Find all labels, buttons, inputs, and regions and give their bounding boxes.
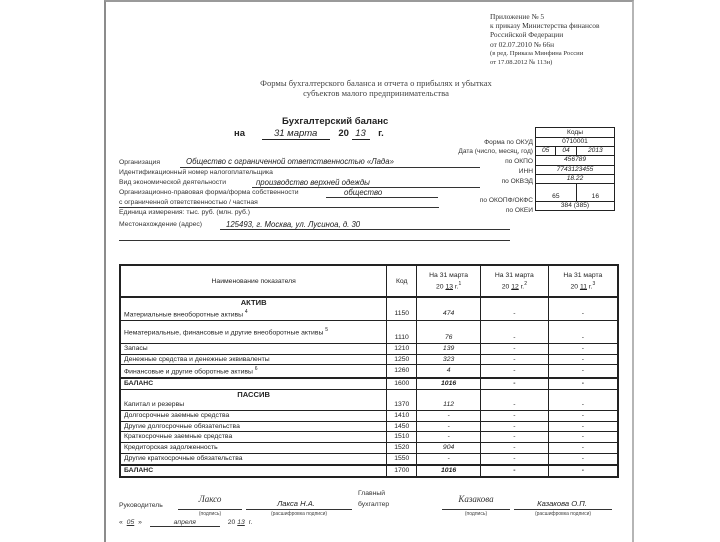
header-col3 <box>548 265 618 297</box>
row-name-text: Нематериальные, финансовые и другие внеоборотные активы <box>124 329 324 337</box>
code-okfs: 16 <box>576 183 614 201</box>
row-name-text: Финансовые и другие оборотные активы <box>124 368 253 376</box>
row-value-2011 <box>548 354 618 365</box>
code-okpo: 456789 <box>536 156 615 165</box>
signature-date-day: 05 <box>126 519 135 526</box>
row-value-2013 <box>417 308 481 320</box>
row-name-text: Кредиторская задолженность <box>124 444 218 452</box>
table-row <box>120 365 618 378</box>
row-code-text: 1250 <box>394 355 410 363</box>
legal-form-value: общество <box>344 188 383 197</box>
org-name-value: Общество с ограниченной ответственностью «Лада» <box>186 157 394 166</box>
row-name-text: Краткосрочные заемные средства <box>124 433 233 441</box>
table-row <box>120 443 618 454</box>
row-name <box>120 320 387 343</box>
accountant-name-caption: (расшифровка подписи) <box>534 511 592 517</box>
row-value-2011-text: - <box>581 411 584 419</box>
appendix-line: Приложение № 5 <box>490 12 545 21</box>
code-date-month: 04 <box>556 147 576 156</box>
label-okud: Форма по ОКУД <box>484 139 533 146</box>
header-col3-label: На 31 марта <box>563 271 603 279</box>
row-value-2011 <box>548 308 618 320</box>
row-value-2013-text: 4 <box>446 367 451 375</box>
row-value-2012 <box>480 354 548 365</box>
aktiv-total-row <box>120 378 618 389</box>
director-name-line <box>246 509 352 510</box>
row-value-2012 <box>480 410 548 421</box>
code-date-year: 2013 <box>576 147 614 156</box>
label-okved: по ОКВЭД <box>501 178 533 185</box>
report-year: 13 <box>352 128 370 140</box>
header-year-prefix: 20 <box>435 283 444 291</box>
row-value-2011-text: - <box>581 422 584 430</box>
label-okei: по ОКЕИ <box>505 207 533 214</box>
row-code-text: 1370 <box>394 401 410 409</box>
accountant-name: Казакова О.П. <box>537 499 587 508</box>
appendix-edition: от 17.08.2012 № 113н) <box>490 59 553 67</box>
row-name <box>120 343 387 354</box>
code-inn: 7743123455 <box>536 165 615 174</box>
row-value-2012-text: - <box>513 355 516 363</box>
legal-form-label: Организационно-правовая форма/форма собственности <box>119 189 299 196</box>
row-name <box>120 432 387 443</box>
row-value-2011 <box>548 400 618 410</box>
row-value-2013-text: 323 <box>442 355 455 363</box>
row-name <box>120 308 387 320</box>
na-label: на <box>234 128 246 139</box>
row-value-2012-text: - <box>513 422 516 430</box>
row-value-2012-text: - <box>513 367 516 375</box>
row-value-2012-text: - <box>513 401 516 409</box>
date-quote-close: » <box>138 519 142 526</box>
row-name: БАЛАНС <box>120 378 387 389</box>
activity-label: Вид экономической деятельности <box>119 179 227 186</box>
header-col1-footnote: 1 <box>458 280 462 287</box>
row-value-2013-text: 139 <box>442 344 455 352</box>
row-value-2011-text: - <box>581 344 584 352</box>
code-okud: 0710001 <box>536 138 615 147</box>
header-year-prefix: 20 <box>501 283 510 291</box>
row-code: 1600 <box>387 378 417 389</box>
org-label: Организация <box>119 159 160 166</box>
footnote-mark: 6 <box>254 366 258 373</box>
row-code <box>387 421 417 432</box>
document-page <box>104 0 634 542</box>
report-date-day-month: 31 марта <box>262 128 330 140</box>
header-code: Код <box>387 265 417 297</box>
row-value-2012 <box>480 432 548 443</box>
row-value-2012-text: - <box>513 433 516 441</box>
report-year-unit: г. <box>378 128 384 139</box>
code-okopf: 65 <box>536 183 577 201</box>
row-value-2013 <box>417 343 481 354</box>
row-value-2013-text: - <box>447 455 450 463</box>
address-underline-2 <box>119 240 510 241</box>
row-name <box>120 410 387 421</box>
row-value-2011 <box>548 410 618 421</box>
header-year-unit: г. <box>454 283 459 291</box>
report-date-line <box>234 128 384 140</box>
table-row <box>120 400 618 410</box>
header-col3-year: 11 <box>579 283 587 291</box>
label-okopf: по ОКОПФ/ОКФС <box>479 197 533 204</box>
row-value-2011-text: - <box>581 455 584 463</box>
section-aktiv-title: АКТИВ <box>120 297 387 308</box>
codes-table <box>535 127 615 211</box>
legal-form-underline <box>326 197 438 198</box>
section-aktiv-row <box>120 297 618 308</box>
row-value-2013 <box>417 365 481 378</box>
signature-date-year-unit: г. <box>248 519 253 526</box>
row-value-2013-text: 474 <box>442 310 455 318</box>
row-value-2012-text: - <box>513 411 516 419</box>
address-value: 125493, г. Москва, ул. Лусиноа, д. 30 <box>226 220 361 229</box>
row-value-2011-text: - <box>581 444 584 452</box>
row-value-2011 <box>548 343 618 354</box>
row-value-2013-text: 76 <box>444 334 453 342</box>
row-name-text: Капитал и резервы <box>124 401 185 409</box>
header-col1 <box>417 265 481 297</box>
report-title: Бухгалтерский баланс <box>282 116 389 127</box>
table-row <box>120 354 618 365</box>
row-code-text: 1550 <box>394 455 410 463</box>
row-code-text: 1450 <box>394 422 410 430</box>
section-passiv-row <box>120 389 618 400</box>
row-name-text: Запасы <box>124 344 148 352</box>
activity-value: производство верхней одежды <box>256 178 370 187</box>
row-code <box>387 308 417 320</box>
row-name-text: Другие долгосрочные обязательства <box>124 422 240 430</box>
row-code-text: 1520 <box>394 444 410 452</box>
code-okved: 18.22 <box>536 174 615 183</box>
footnote-mark: 5 <box>325 327 328 334</box>
row-code <box>387 432 417 443</box>
accountant-signature-caption: (подпись) <box>464 511 488 517</box>
legal-form-line2: с ограниченной ответственностью / частная <box>119 199 258 206</box>
row-value-2013-text: - <box>447 411 450 419</box>
row-name <box>120 421 387 432</box>
appendix-line: Российской Федерации <box>490 30 564 40</box>
row-code <box>387 343 417 354</box>
director-signature-caption: (подпись) <box>198 511 222 517</box>
row-code-text: 1110 <box>394 334 409 342</box>
signature-date-year-prefix: 20 <box>227 519 236 526</box>
row-value-2013 <box>417 443 481 454</box>
row-value-2011-text: - <box>581 355 584 363</box>
label-inn: ИНН <box>518 168 533 175</box>
row-name <box>120 354 387 365</box>
row-value-2013: 1016 <box>417 465 481 477</box>
row-value-2011-text: - <box>581 367 584 375</box>
row-value-2012-text: - <box>513 344 516 352</box>
address-underline <box>220 229 510 230</box>
director-signature-line <box>178 509 242 510</box>
row-name <box>120 453 387 464</box>
table-row <box>120 410 618 421</box>
chief-accountant-label-1: Главный <box>358 490 386 497</box>
row-code-text: 1210 <box>394 344 410 352</box>
header-year-unit: г. <box>588 283 593 291</box>
passiv-total-row <box>120 465 618 477</box>
row-value-2012 <box>480 443 548 454</box>
row-value-2011 <box>548 421 618 432</box>
row-value-2011-text: - <box>581 401 584 409</box>
row-value-2013-text: - <box>447 433 450 441</box>
forms-title-line: субъектов малого предпринимательства <box>303 88 449 98</box>
row-value-2012 <box>480 421 548 432</box>
row-value-2012-text: - <box>513 334 516 342</box>
table-row <box>120 320 618 343</box>
row-code-text: 1510 <box>394 433 410 441</box>
row-value-2013 <box>417 432 481 443</box>
header-year-unit: г. <box>520 283 525 291</box>
row-code <box>387 453 417 464</box>
accountant-signature: Казакова <box>458 494 494 504</box>
row-value-2013 <box>417 421 481 432</box>
header-col1-label: На 31 марта <box>429 271 469 279</box>
row-value-2011: - <box>548 465 618 477</box>
codes-header: Коды <box>536 128 615 138</box>
row-value-2012-text: - <box>513 444 516 452</box>
balance-table <box>119 264 619 478</box>
row-name-text: Другие краткосрочные обязательства <box>124 455 243 463</box>
row-value-2013 <box>417 400 481 410</box>
row-value-2012 <box>480 343 548 354</box>
director-label: Руководитель <box>119 502 163 509</box>
row-value-2012-text: - <box>513 455 516 463</box>
row-value-2011-text: - <box>581 433 584 441</box>
table-row <box>120 343 618 354</box>
row-value-2013-text: 904 <box>442 444 455 452</box>
org-underline <box>180 167 480 168</box>
address-label: Местонахождение (адрес) <box>119 221 203 228</box>
row-value-2012 <box>480 365 548 378</box>
row-value-2011 <box>548 365 618 378</box>
inn-label: Идентификационный номер налогоплательщика <box>119 169 273 176</box>
row-code <box>387 443 417 454</box>
row-value-2013 <box>417 354 481 365</box>
row-name: БАЛАНС <box>120 465 387 477</box>
row-code <box>387 354 417 365</box>
row-code <box>387 400 417 410</box>
row-code <box>387 320 417 343</box>
row-value-2011 <box>548 443 618 454</box>
appendix-line: от 02.07.2010 № 66н <box>490 39 555 49</box>
row-value-2013 <box>417 410 481 421</box>
signature-date-year: 13 <box>237 519 245 526</box>
label-date: Дата (число, месяц, год) <box>458 148 533 155</box>
row-name-text: Долгосрочные заемные средства <box>124 411 230 419</box>
row-value-2011 <box>548 432 618 443</box>
header-col2-label: На 31 марта <box>494 271 534 279</box>
table-row <box>120 432 618 443</box>
row-code-text: 1410 <box>394 411 410 419</box>
table-row <box>120 453 618 464</box>
row-value-2012: - <box>480 378 548 389</box>
row-value-2012 <box>480 400 548 410</box>
forms-title <box>226 78 526 98</box>
row-name-text: Материальные внеоборотные активы <box>124 311 244 319</box>
accountant-name-line <box>514 509 612 510</box>
code-date-day: 05 <box>536 147 556 156</box>
date-quote-open: « <box>119 519 123 526</box>
header-col2-footnote: 2 <box>524 280 527 287</box>
accountant-signature-line <box>442 509 510 510</box>
row-value-2012: - <box>480 465 548 477</box>
table-row <box>120 421 618 432</box>
row-code <box>387 410 417 421</box>
row-value-2011-text: - <box>581 310 584 318</box>
row-value-2012-text: - <box>513 310 516 318</box>
row-name-text: Денежные средства и денежные эквиваленты <box>124 355 270 363</box>
unit-label: Единица измерения: тыс. руб. (млн. руб.) <box>119 209 251 216</box>
header-col1-year: 13 <box>445 283 453 291</box>
row-value-2013-text: 112 <box>443 401 455 409</box>
row-value-2011-text: - <box>581 334 584 342</box>
row-value-2011 <box>548 453 618 464</box>
row-name <box>120 400 387 410</box>
table-header-row <box>120 265 618 297</box>
signature-date <box>119 519 252 527</box>
label-okpo: по ОКПО <box>505 158 533 165</box>
forms-title-line: Формы бухгалтерского баланса и отчета о прибылях и убытках <box>260 78 492 88</box>
row-code: 1700 <box>387 465 417 477</box>
row-value-2012 <box>480 308 548 320</box>
header-col2-year: 12 <box>511 283 519 291</box>
footnote-mark: 4 <box>244 309 248 315</box>
row-code <box>387 365 417 378</box>
row-value-2013: 1016 <box>417 378 481 389</box>
row-value-2012 <box>480 453 548 464</box>
appendix-line: к приказу Министерства финансов <box>490 21 600 31</box>
header-year-prefix: 20 <box>570 283 579 291</box>
header-col3-footnote: 3 <box>592 280 596 287</box>
legal-form-line2-underline <box>119 207 439 208</box>
code-okei: 384 (385) <box>536 201 615 210</box>
table-row <box>120 308 618 320</box>
row-value-2013-text: - <box>447 422 450 430</box>
section-passiv-title: ПАССИВ <box>120 389 387 400</box>
row-value-2011 <box>548 320 618 343</box>
header-col2 <box>480 265 548 297</box>
director-signature: Лаксо <box>198 494 222 504</box>
appendix-edition: (в ред. Приказа Минфина России <box>490 49 584 57</box>
row-value-2011: - <box>548 378 618 389</box>
row-value-2013 <box>417 320 481 343</box>
director-name: Лакса Н.А. <box>277 499 315 508</box>
row-value-2012 <box>480 320 548 343</box>
director-name-caption: (расшифровка подписи) <box>270 511 328 517</box>
row-name <box>120 365 387 378</box>
signature-date-month: апреля <box>150 519 220 527</box>
header-name: Наименование показателя <box>120 265 387 297</box>
chief-accountant-label-2: бухгалтер <box>358 501 390 508</box>
row-code-text: 1260 <box>394 367 410 375</box>
report-year-prefix: 20 <box>338 128 349 139</box>
row-value-2013 <box>417 453 481 464</box>
row-name <box>120 443 387 454</box>
appendix-note <box>490 12 599 67</box>
row-code-text: 1150 <box>394 310 410 318</box>
